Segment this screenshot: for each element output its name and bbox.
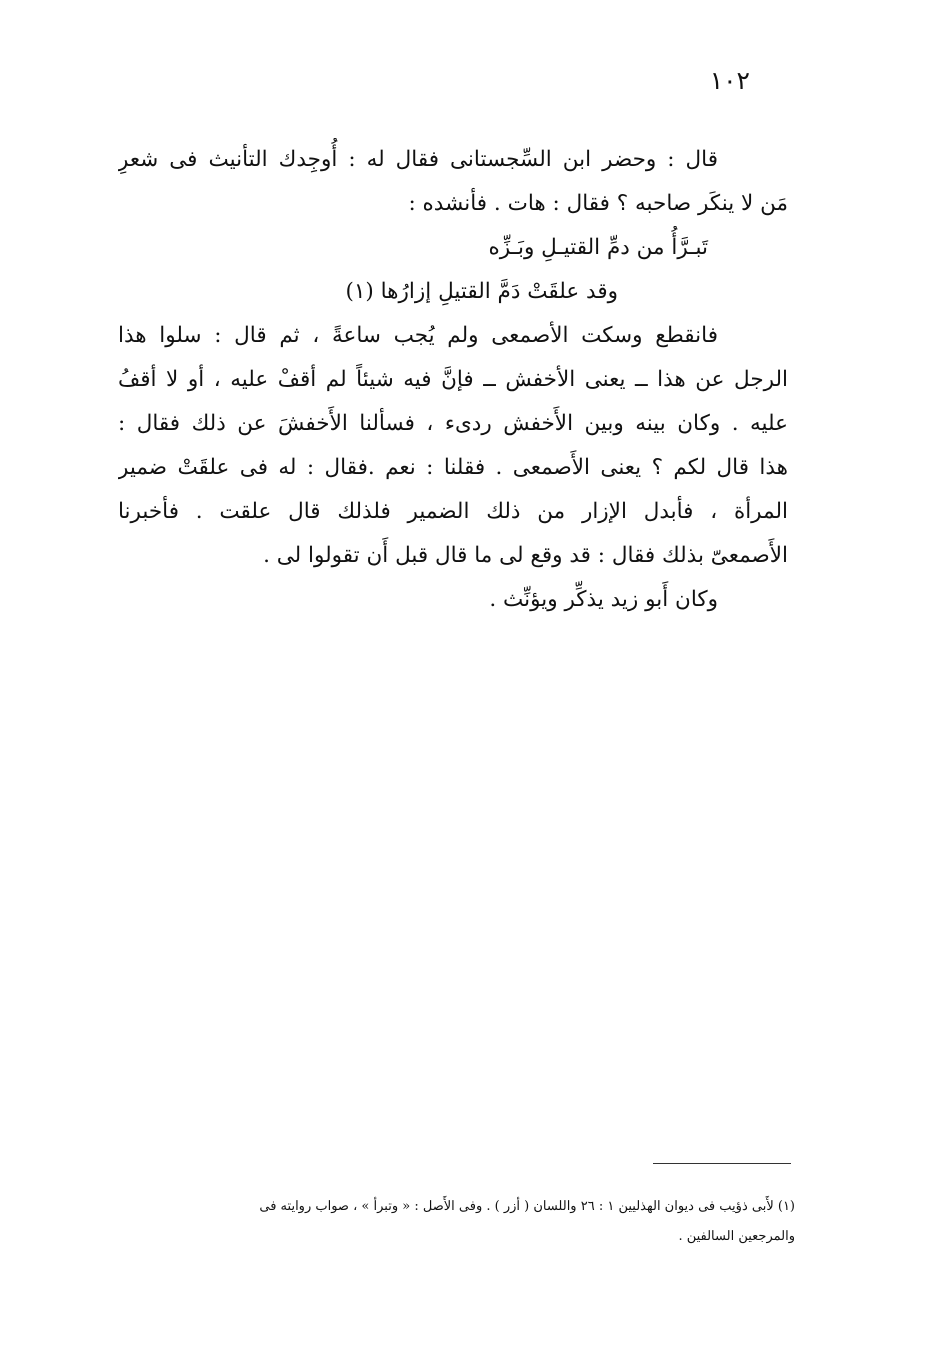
text-line: فانقطع وسكت الأصمعى ولم يُجب ساعةً ، ثم قال : سلوا هذا [118, 323, 718, 348]
footnote-divider [653, 1163, 791, 1164]
text-line: عليه . وكان بينه وبين الأَخفش ردىء ، فسألنا الأَخفشَ عن ذلك فقال : [118, 411, 788, 436]
footnote-line: (١) لأَبى ذؤيب فى ديوان الهذليين ١ : ٢٦ واللسان ( أزر ) . وفى الأَصل : « وتبرأ » ، صواب روايته فى [259, 1199, 795, 1214]
text-line: الأَصمعىّ بذلك فقال : قد وقع لى ما قال قبل أَن تقولوا لى . [263, 543, 788, 568]
footnote [145, 1192, 795, 1252]
text-line: الرجل عن هذا ــ يعنى الأخفش ــ فإنَّ فيه شيئاً لم أقفْ عليه ، أو لا أقفُ [118, 367, 788, 392]
text-line: هذا قال لكم ؟ يعنى الأَصمعى . فقلنا : نعم .فقال : له فى علقَتْ ضمير [118, 455, 788, 480]
text-line: قال : وحضر ابن السِّجستانى فقال له : أُوجِدك التأنيث فى شعرِ [118, 147, 718, 172]
text-line: مَن لا ينكَر صاحبه ؟ فقال : هات . فأنشده : [408, 191, 788, 216]
text-line: المرأة ، فأبدل الإزار من ذلك الضمير فلذلك قال علقت . فأخبرنا [118, 499, 788, 524]
text-line: وكان أَبو زيد يذكِّر ويؤنِّث . [489, 587, 718, 612]
verse-line: وقد علقَتْ دَمَّ القتيلِ إزارُها (١) [345, 279, 618, 304]
verse-line: تَبـرَّأُ من دمِّ القتيـلِ وبَـزِّه [488, 235, 708, 260]
footnote-line: والمرجعين السالفين . [678, 1229, 795, 1244]
body-text [118, 138, 788, 622]
page-number: ١٠٢ [709, 66, 750, 95]
